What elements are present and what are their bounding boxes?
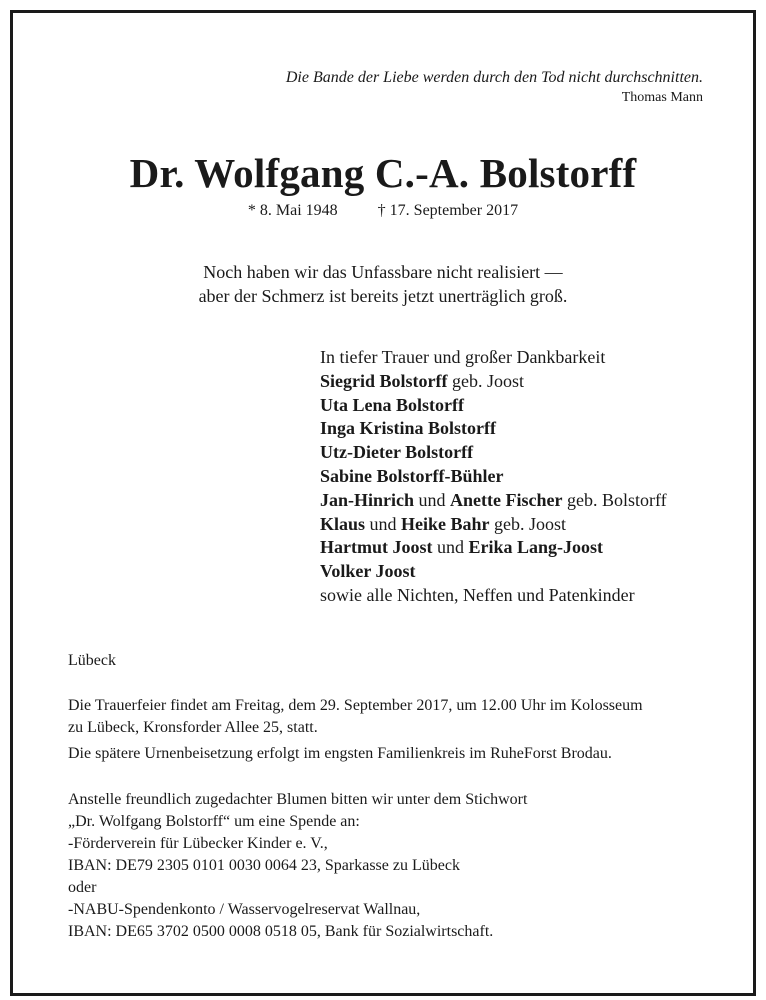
mourner-row: [320, 560, 667, 584]
donation-line: Anstelle freundlich zugedachter Blumen bitten wir unter dem Stichwort: [68, 791, 528, 808]
mourners-intro: In tiefer Trauer und großer Dankbarkeit: [320, 347, 606, 367]
mourner-name: Jan-Hinrich: [320, 489, 415, 510]
mourner-name: Sabine Bolstorff-Bühler: [320, 465, 504, 486]
mourner-row: [320, 417, 667, 441]
mourner-conjunction: und: [365, 513, 402, 534]
life-dates: [13, 202, 753, 220]
mourner-name: Hartmut Joost: [320, 537, 433, 558]
mourner-name: Siegrid Bolstorff: [320, 370, 448, 391]
mourner-name: Uta Lena Bolstorff: [320, 394, 464, 415]
mourner-row: [320, 513, 667, 537]
mourner-row: [320, 489, 667, 513]
mourner-name: Inga Kristina Bolstorff: [320, 418, 497, 439]
mourner-name: Erika Lang-Joost: [468, 537, 604, 558]
mourner-row: [320, 394, 667, 418]
donation-line: IBAN: DE79 2305 0101 0030 0064 23, Sparkasse zu Lübeck: [68, 857, 460, 874]
mourner-note: geb. Joost: [447, 370, 524, 391]
mourners-closing: sowie alle Nichten, Neffen und Patenkinder: [320, 584, 635, 605]
mourners-list: [320, 346, 667, 608]
verse-line: Noch haben wir das Unfassbare nicht realisiert —: [203, 262, 563, 282]
donation-line: -NABU-Spendenkonto / Wasservogelreservat Wallnau,: [68, 901, 421, 918]
ceremony-line: zu Lübeck, Kronsforder Allee 25, statt.: [68, 719, 318, 736]
burial-info: Die spätere Urnenbeisetzung erfolgt im engsten Familienkreis im RuheForst Brodau.: [68, 745, 612, 762]
death-date: † 17. September 2017: [377, 202, 519, 219]
deceased-name: Dr. Wolfgang C.-A. Bolstorff: [129, 150, 637, 196]
mourner-row: [320, 441, 667, 465]
mourner-conjunction: und: [432, 537, 469, 558]
mourner-conjunction: und: [414, 489, 451, 510]
quote-text: Die Bande der Liebe werden durch den Tod nicht durchschnitten.: [285, 69, 703, 86]
donation-info: [68, 789, 527, 943]
donation-line: oder: [68, 879, 97, 896]
donation-line: „Dr. Wolfgang Bolstorff“ um eine Spende an:: [68, 813, 360, 830]
verse: [13, 260, 753, 308]
mourner-name: Klaus: [320, 513, 366, 534]
mourner-row: [320, 536, 667, 560]
mourner-row: [320, 370, 667, 394]
mourner-note: geb. Joost: [489, 513, 567, 534]
birth-date: * 8. Mai 1948: [247, 202, 338, 219]
mourner-name: Anette Fischer: [450, 489, 563, 510]
mourner-name: Volker Joost: [320, 561, 416, 582]
mourner-note: geb. Bolstorff: [562, 489, 667, 510]
mourner-row: [320, 465, 667, 489]
ceremony-info: [68, 695, 643, 739]
quote-author: Thomas Mann: [621, 90, 703, 105]
mourner-name: Utz-Dieter Bolstorff: [320, 442, 474, 463]
donation-line: IBAN: DE65 3702 0500 0008 0518 05, Bank für Sozialwirtschaft.: [68, 923, 494, 940]
verse-line: aber der Schmerz ist bereits jetzt unerträglich groß.: [198, 286, 568, 306]
ceremony-line: Die Trauerfeier findet am Freitag, dem 29. September 2017, um 12.00 Uhr im Kolosseum: [68, 697, 643, 714]
mourner-name: Heike Bahr: [401, 513, 490, 534]
obituary-frame: [10, 10, 756, 996]
donation-line: -Förderverein für Lübecker Kinder e. V.,: [68, 835, 328, 852]
place: Lübeck: [68, 652, 116, 669]
